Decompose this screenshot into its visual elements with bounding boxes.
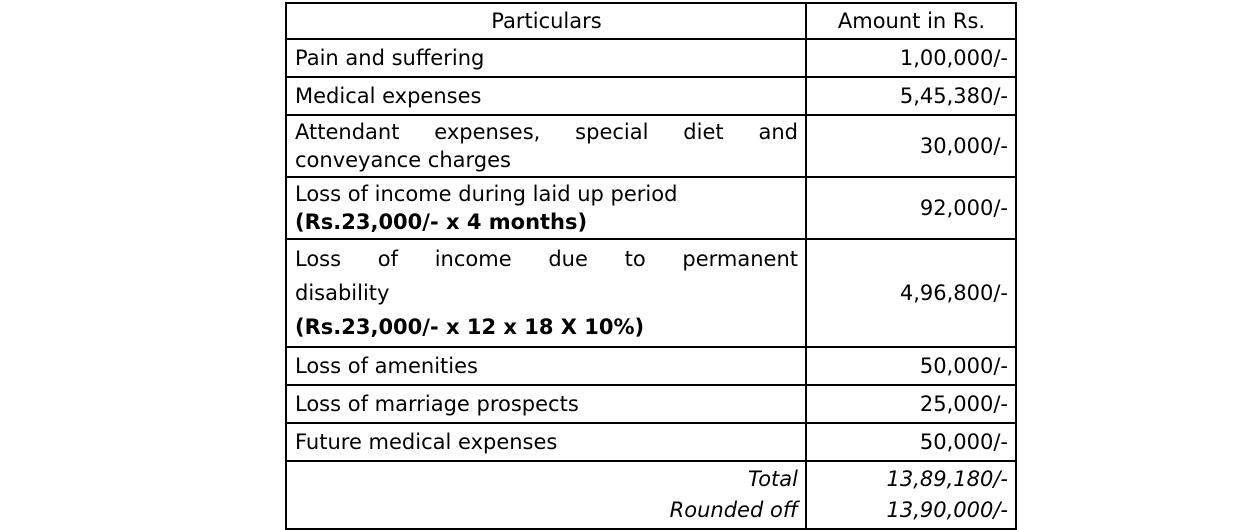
table-row: [286, 39, 1016, 77]
amount-cell: 25,000/-: [806, 385, 1016, 423]
rounded-off-label: Rounded off: [669, 498, 798, 522]
particulars-cell: Loss of marriage prospects: [286, 385, 806, 423]
particulars-cell: Medical expenses: [286, 77, 806, 115]
column-header-amount: Amount in Rs.: [806, 3, 1016, 39]
particulars-line: Attendant expenses, special diet and: [295, 120, 798, 144]
particulars-cell: Pain and suffering: [286, 39, 806, 77]
table-row: [286, 423, 1016, 461]
compensation-table: [285, 2, 1017, 530]
table-row: [286, 177, 1016, 239]
total-label: Total: [747, 467, 798, 491]
amount-cell: 4,96,800/-: [806, 239, 1016, 347]
amount-cell: 5,45,380/-: [806, 77, 1016, 115]
particulars-formula-line: (Rs.23,000/- x 12 x 18 X 10%): [295, 315, 645, 339]
particulars-line: disability: [295, 281, 390, 305]
table-row: [286, 347, 1016, 385]
amount-cell: 50,000/-: [806, 423, 1016, 461]
summary-labels-cell: [286, 461, 806, 529]
table-row: [286, 385, 1016, 423]
total-amount: 13,89,180/-: [886, 467, 1008, 491]
particulars-line: Loss of income during laid up period: [295, 182, 678, 206]
particulars-cell: [286, 177, 806, 239]
summary-amounts-cell: [806, 461, 1016, 529]
rounded-off-amount: 13,90,000/-: [886, 498, 1008, 522]
particulars-line: Loss of income due to permanent: [295, 247, 798, 271]
summary-row: [286, 461, 1016, 529]
particulars-line: conveyance charges: [295, 148, 511, 172]
table-row: [286, 239, 1016, 347]
amount-cell: 30,000/-: [806, 115, 1016, 177]
particulars-formula-line: (Rs.23,000/- x 4 months): [295, 210, 588, 234]
particulars-cell: [286, 239, 806, 347]
table-header-row: [286, 3, 1016, 39]
particulars-cell: Future medical expenses: [286, 423, 806, 461]
amount-cell: 92,000/-: [806, 177, 1016, 239]
table-row: [286, 77, 1016, 115]
particulars-cell: [286, 115, 806, 177]
amount-cell: 1,00,000/-: [806, 39, 1016, 77]
amount-cell: 50,000/-: [806, 347, 1016, 385]
column-header-particulars: Particulars: [286, 3, 806, 39]
particulars-cell: Loss of amenities: [286, 347, 806, 385]
table-row: [286, 115, 1016, 177]
